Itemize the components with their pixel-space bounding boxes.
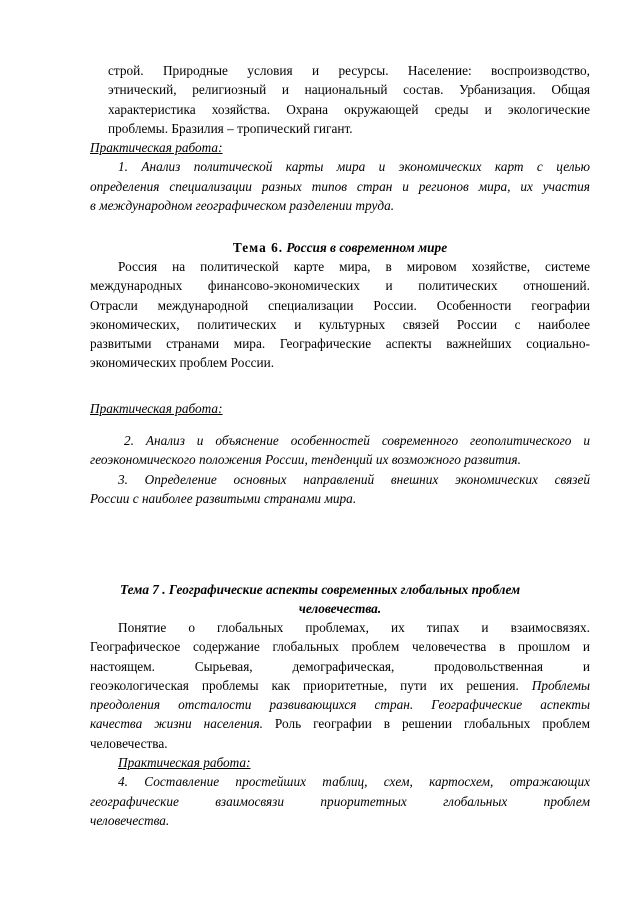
text-line: качества жизни населения. Роль географии в решении глобальных проблем xyxy=(90,716,590,732)
text-line: экономических проблем России. xyxy=(90,355,275,371)
top-paragraph xyxy=(108,61,590,138)
task-line: 2. Анализ и объяснение особенностей современного геополитического и xyxy=(124,433,590,448)
topic6-paragraph xyxy=(90,257,590,373)
text-line: геоэкологическая проблемы как приоритетные, пути их решения. Проблемы xyxy=(90,677,590,693)
text-line: строй. Природные условия и ресурсы. Население: воспроизводство, xyxy=(108,63,590,78)
text-line: международных финансово-экономических и политических отношений. xyxy=(90,278,590,294)
text-line: развитыми странами мира. Географические аспекты важнейших социально- xyxy=(90,336,590,352)
topic6-heading xyxy=(90,238,590,257)
text-line: проблемы. Бразилия – тропический гигант. xyxy=(108,120,353,136)
practical-block-1 xyxy=(90,138,590,215)
text-line: Россия на политической карте мира, в мировом хозяйстве, системе xyxy=(118,259,590,274)
task-line: в международном географическом разделении труда. xyxy=(90,197,395,213)
task-line: геоэкономического положения России, тенденций их возможного развития. xyxy=(90,452,521,468)
topic6-title: Россия в современном мире xyxy=(286,240,448,255)
text-line: характеристика хозяйства. Охрана окружающей среды и экологические xyxy=(108,101,590,117)
task-line: 3. Определение основных направлений внешних экономических связей xyxy=(118,471,590,487)
task2-block xyxy=(90,431,590,508)
topic6-label: Тема 6. xyxy=(232,240,284,255)
task-line: определения специализации разных типов стран и регионов мира, их участия xyxy=(90,178,590,194)
task-line: географические взаимосвязи приоритетных глобальных проблем xyxy=(90,793,590,809)
text-line: преодоления отсталости развивающихся стран. Географические аспекты xyxy=(90,697,590,713)
topic7-heading xyxy=(90,580,590,619)
text-line: Понятие о глобальных проблемах, их типах и взаимосвязях. xyxy=(118,620,590,635)
practical-block-2 xyxy=(90,399,590,418)
text-line: Географическое содержание глобальных проблем человечества в прошлом и xyxy=(90,639,590,655)
topic7-title-cont: человечества. xyxy=(298,601,382,617)
practical-label: Практическая работа: xyxy=(118,755,251,771)
text-line: этнический, религиозный и национальный состав. Урбанизация. Общая xyxy=(108,82,590,98)
task-line: 4. Составление простейших таблиц, схем, картосхем, отражающих xyxy=(118,774,590,790)
text-line: человечества. xyxy=(90,735,168,751)
topic7-title: Тема 7 . Географические аспекты современных глобальных проблем xyxy=(120,582,521,597)
topic7-paragraph xyxy=(90,618,590,830)
text-line: Отрасли международной специализации России. Особенности географии xyxy=(90,297,590,313)
practical-label: Практическая работа: xyxy=(90,401,223,416)
text-line: настоящем. Сырьевая, демографическая, продовольственная и xyxy=(90,658,590,674)
task-line: человечества. xyxy=(90,812,170,828)
practical-label: Практическая работа: xyxy=(90,140,223,155)
text-line: экономических, политических и культурных связей России с наиболее xyxy=(90,316,590,332)
task-line: 1. Анализ политической карты мира и экономических карт с целью xyxy=(118,159,590,175)
task-line: России с наиболее развитыми странами мира. xyxy=(90,490,357,506)
